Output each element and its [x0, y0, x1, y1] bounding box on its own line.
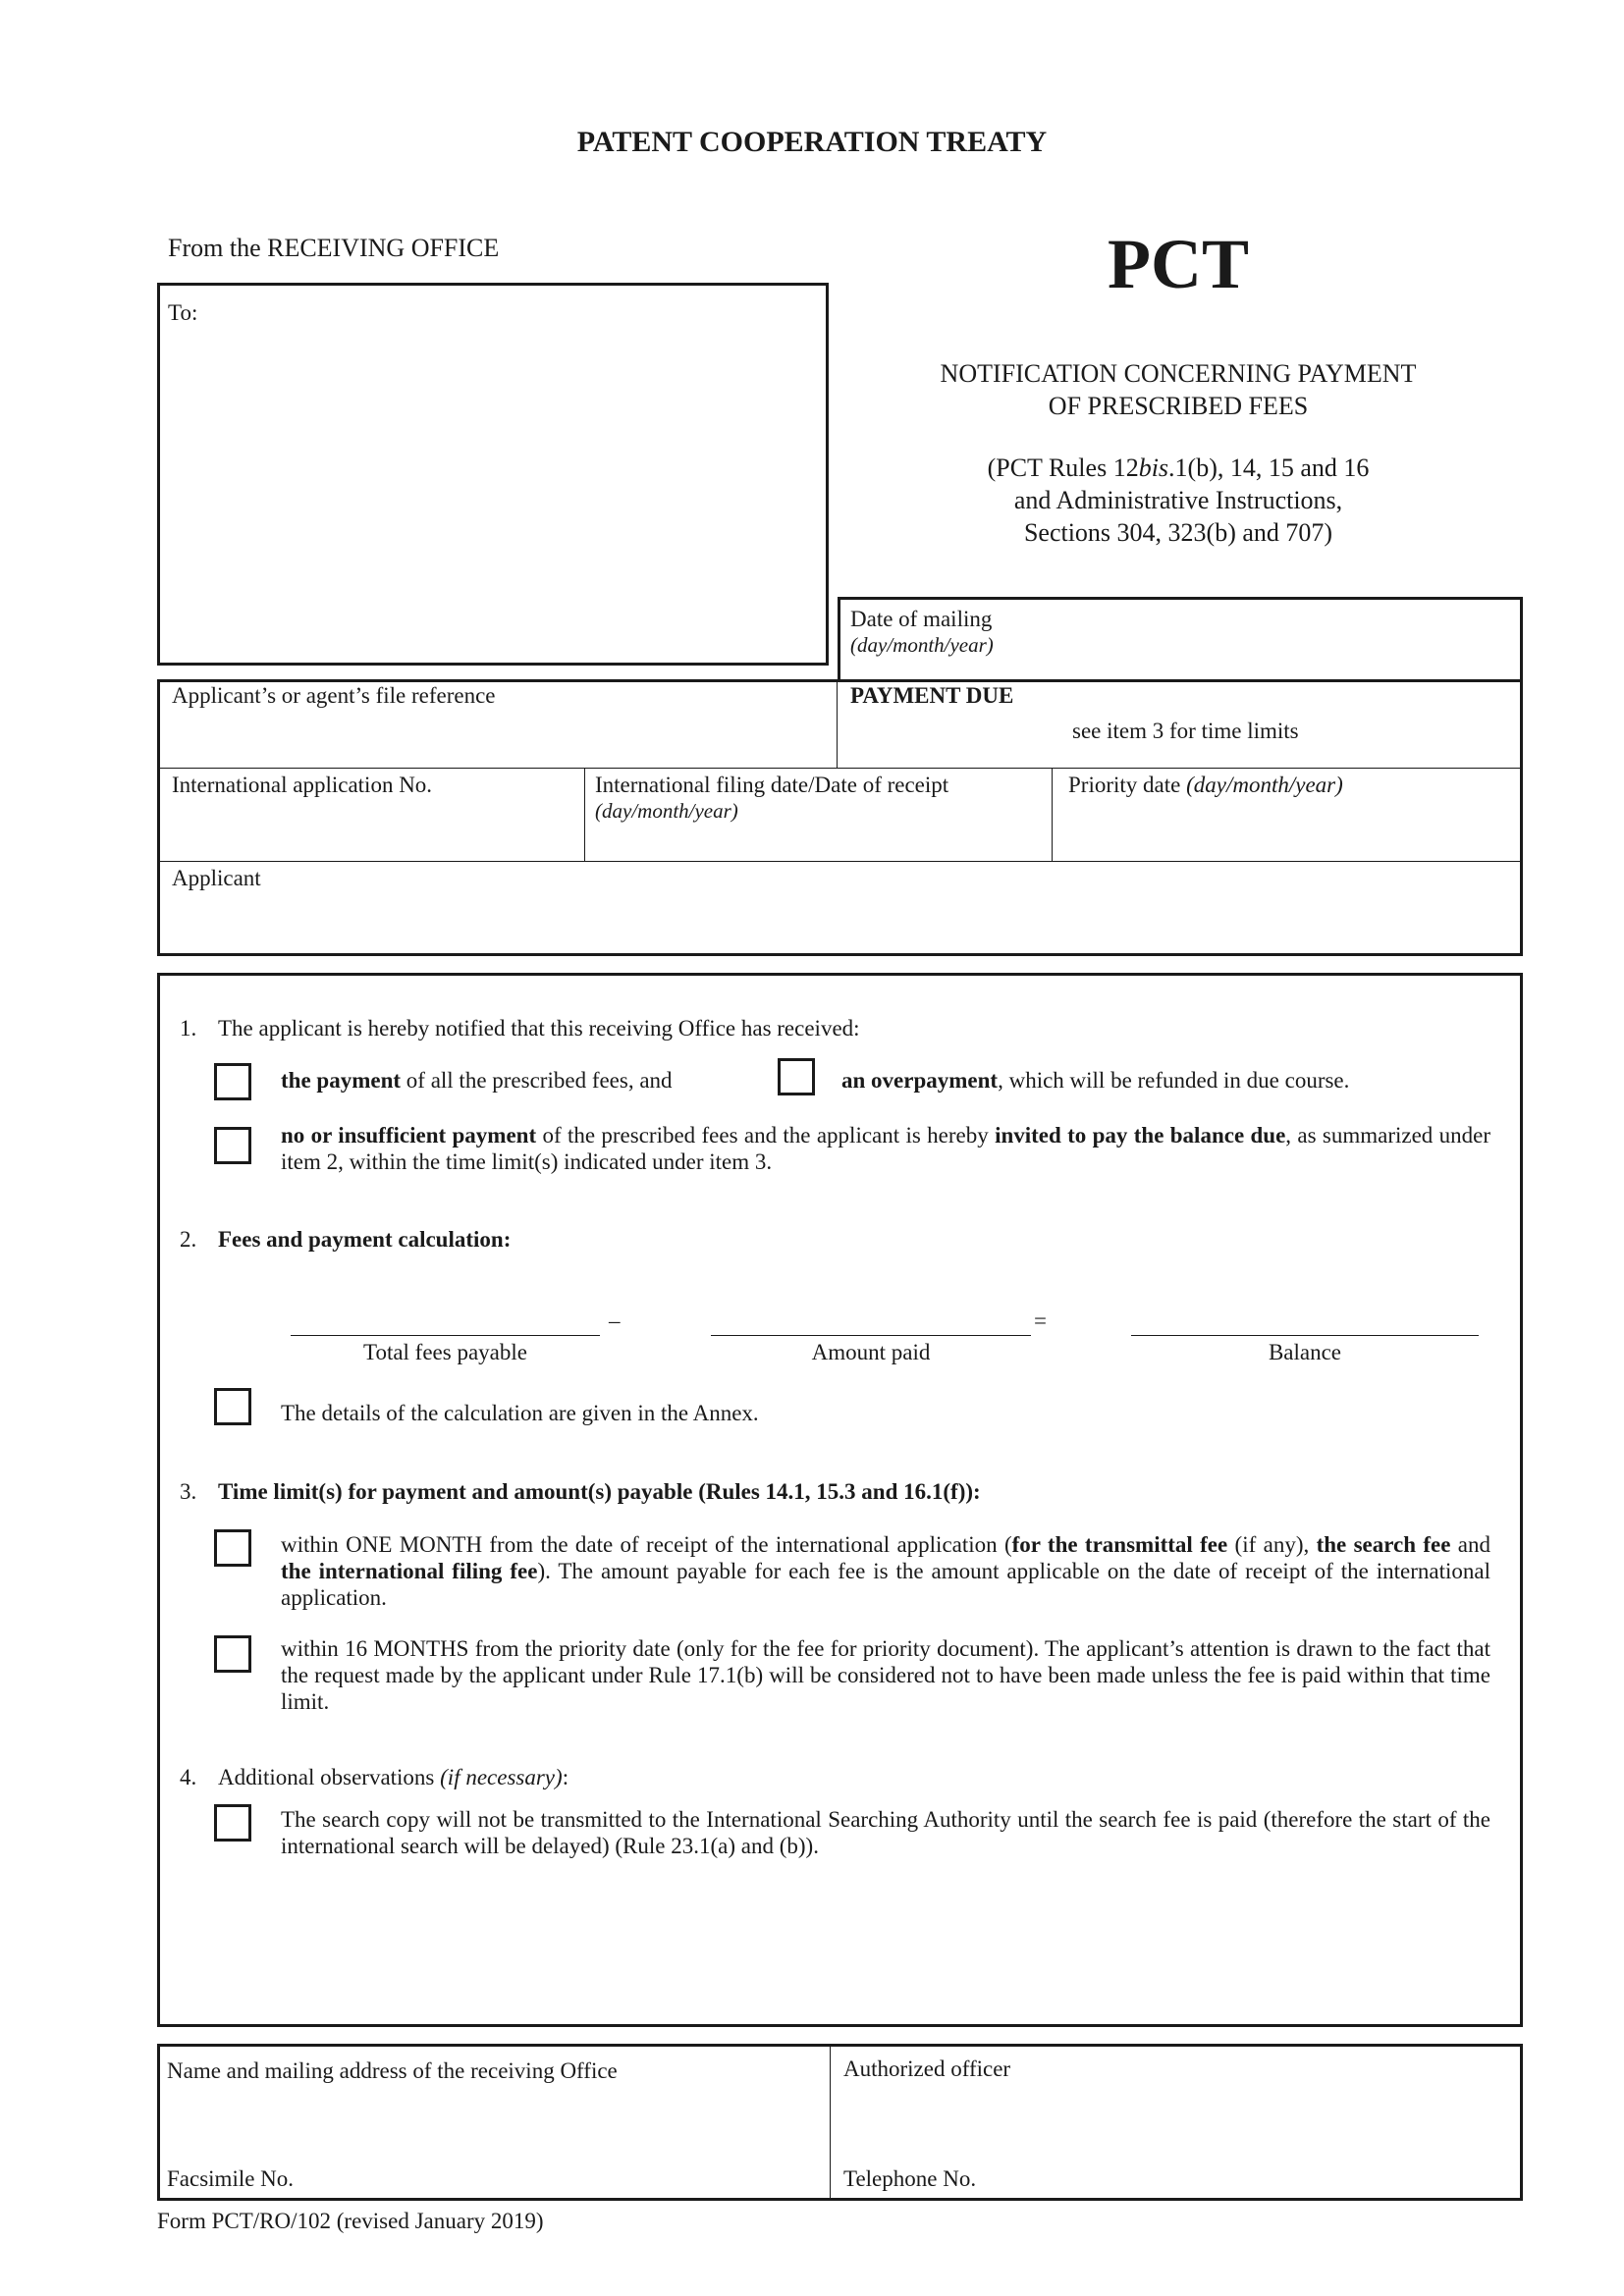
office-name-label: Name and mailing address of the receiving Office	[167, 2058, 618, 2083]
intl-application-no-label: International application No.	[172, 773, 433, 797]
option-full-payment: the payment of all the prescribed fees, and	[281, 1068, 673, 1093]
notification-title-line2: OF PRESCRIBED FEES	[1048, 392, 1309, 420]
rules-reference-line1: (PCT Rules 12bis.1(b), 14, 15 and 16	[987, 454, 1370, 482]
balance-line[interactable]	[1131, 1335, 1479, 1336]
addressee-box[interactable]	[157, 283, 829, 666]
authorized-officer-field[interactable]	[833, 2086, 1520, 2164]
amount-paid-line[interactable]	[711, 1335, 1031, 1336]
option-insufficient-payment: no or insufficient payment of the prescribed fees and the applicant is hereby invited to pay the balance due, as summarized under item 2, within the time limit(s) indicated under item 3.	[281, 1123, 1490, 1174]
telephone-label: Telephone No.	[843, 2166, 977, 2191]
payment-due-note: see item 3 for time limits	[1072, 719, 1299, 743]
applicant-field[interactable]	[159, 893, 1520, 952]
checkbox-full-payment[interactable]	[214, 1063, 251, 1100]
checkbox-insufficient-payment[interactable]	[214, 1127, 251, 1164]
minus-sign: –	[609, 1308, 621, 1333]
file-reference-field[interactable]	[159, 712, 835, 766]
payment-due-label: PAYMENT DUE	[850, 683, 1014, 708]
applicant-label: Applicant	[172, 866, 261, 890]
item2-title: Fees and payment calculation:	[218, 1227, 512, 1252]
date-of-mailing-format: (day/month/year)	[850, 633, 994, 657]
amount-paid-label: Amount paid	[811, 1340, 931, 1364]
notification-title-line1: NOTIFICATION CONCERNING PAYMENT	[940, 359, 1417, 388]
intl-filing-date-label: International filing date/Date of receipt	[595, 773, 949, 797]
checkbox-sixteen-months[interactable]	[214, 1635, 251, 1673]
checkbox-overpayment[interactable]	[778, 1058, 815, 1095]
rules-reference-line2: and Administrative Instructions,	[1013, 486, 1343, 514]
checkbox-annex-details[interactable]	[214, 1388, 251, 1425]
office-address-field[interactable]	[160, 2086, 828, 2164]
option-one-month: within ONE MONTH from the date of receipt of the international application (for the transmittal fee (if any), the search fee and the international filing fee). The amount payable for each fee is the amount applicable on the date of receipt of the international application.	[281, 1532, 1491, 1610]
rules-reference-line3: Sections 304, 323(b) and 707)	[1023, 518, 1333, 547]
item4-number: 4.	[180, 1765, 197, 1789]
option-overpayment: an overpayment, which will be refunded in due course.	[841, 1068, 1350, 1093]
item3-number: 3.	[180, 1479, 197, 1504]
authorized-officer-label: Authorized officer	[843, 2056, 1011, 2081]
option-search-copy: The search copy will not be transmitted to the International Searching Authority until the search fee is paid (therefore the start of the international search will be delayed) (Rule 23.1(a) and (b)).	[281, 1807, 1490, 1858]
total-fees-label: Total fees payable	[363, 1340, 527, 1364]
date-of-mailing-label: Date of mailing	[850, 607, 993, 631]
total-fees-line[interactable]	[291, 1335, 600, 1336]
priority-date-field[interactable]	[1055, 800, 1521, 859]
checkbox-search-copy[interactable]	[214, 1804, 251, 1842]
equals-sign: =	[1034, 1308, 1047, 1333]
pct-logo: PCT	[1108, 225, 1249, 303]
option-sixteen-months: within 16 MONTHS from the priority date (only for the fee for priority document). The applicant’s attention is drawn to the fact that the request made by the applicant under Rule 17.1(b) will be considered not to have been made unless the fee is paid within that time limit.	[281, 1636, 1490, 1714]
item4-title: Additional observations (if necessary):	[218, 1765, 569, 1789]
file-reference-label: Applicant’s or agent’s file reference	[172, 683, 496, 708]
priority-date-label: Priority date (day/month/year)	[1068, 773, 1343, 797]
item1-number: 1.	[180, 1016, 197, 1041]
balance-label: Balance	[1268, 1340, 1342, 1364]
intl-application-no-field[interactable]	[159, 800, 581, 859]
to-label: To:	[168, 300, 198, 325]
form-identifier: Form PCT/RO/102 (revised January 2019)	[157, 2209, 544, 2233]
item3-title: Time limit(s) for payment and amount(s) payable (Rules 14.1, 15.3 and 16.1(f)):	[218, 1479, 981, 1504]
intl-filing-date-field[interactable]	[587, 825, 1049, 859]
item1-intro: The applicant is hereby notified that this receiving Office has received:	[218, 1016, 860, 1041]
facsimile-label: Facsimile No.	[167, 2166, 295, 2191]
intl-filing-date-format: (day/month/year)	[595, 799, 738, 823]
checkbox-one-month[interactable]	[214, 1529, 251, 1567]
treaty-title: PATENT COOPERATION TREATY	[576, 126, 1048, 158]
annex-note: The details of the calculation are given in the Annex.	[281, 1401, 759, 1425]
item2-number: 2.	[180, 1227, 197, 1252]
from-receiving-office-label: From the RECEIVING OFFICE	[168, 234, 500, 262]
